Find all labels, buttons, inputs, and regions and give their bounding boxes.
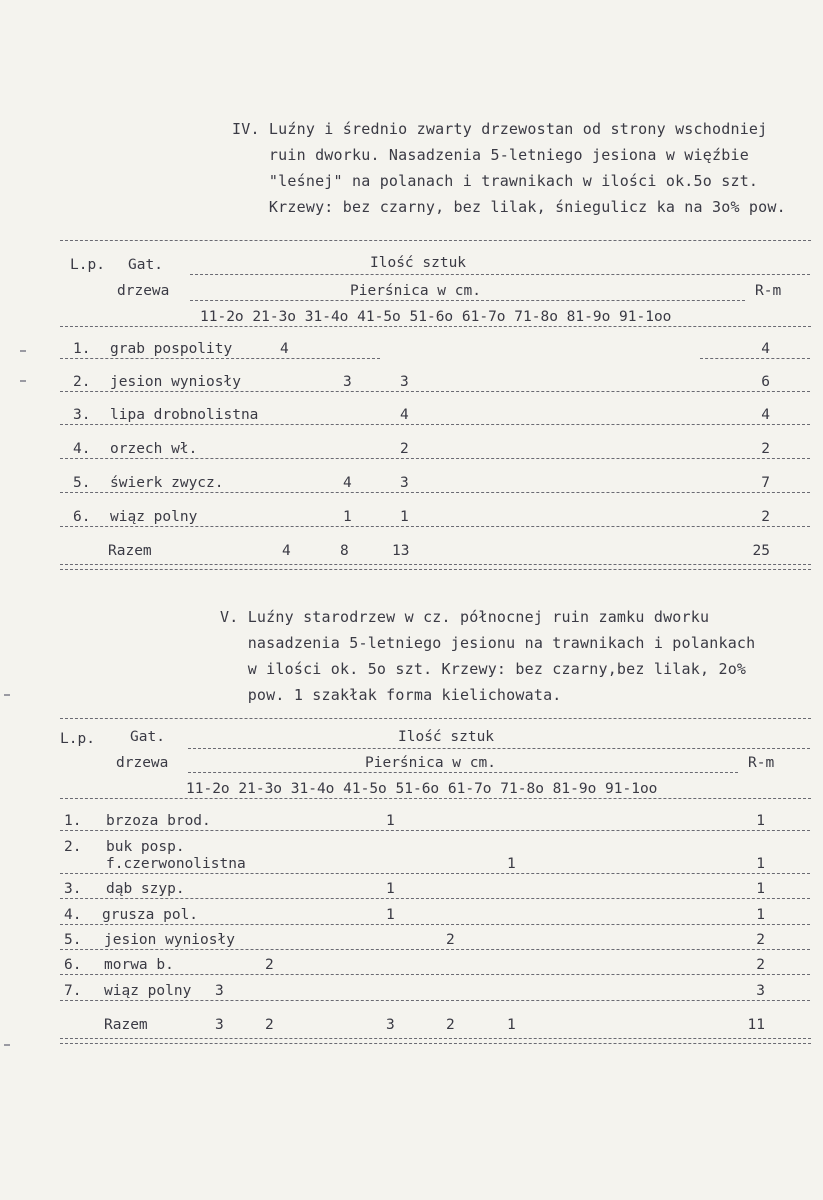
separator xyxy=(60,718,811,719)
double-rule xyxy=(60,564,811,570)
row-species: grab pospolity xyxy=(110,341,233,357)
header-drzewa: drzewa xyxy=(117,283,170,299)
margin-mark xyxy=(20,380,26,382)
row-lp: 1. xyxy=(73,341,91,357)
section-iv-line-1: IV. Luźny i średnio zwarty drzewostan od strony wschodniej xyxy=(232,120,768,138)
section-v-line-3: w ilości ok. 5o szt. Krzewy: bez czarny,bez lilak, 2o% xyxy=(220,660,747,678)
header-diameter-ranges: 11-2o 21-3o 31-4o 41-5o 51-6o 61-7o 71-8o 81-9o 91-1oo xyxy=(200,309,672,325)
section-v-line-1: V. Luźny starodrzew w cz. północnej ruin zamku dworku xyxy=(220,608,710,626)
sum-label: Razem xyxy=(108,543,152,559)
section-iv-line-3: "leśnej" na polanach i trawnikach w ilości ok.5o szt. xyxy=(232,172,759,190)
row-total: 4 xyxy=(761,341,770,357)
margin-mark xyxy=(4,694,10,696)
section-v-line-2: nasadzenia 5-letniego jesionu na trawnikach i polankach xyxy=(220,634,756,652)
margin-mark xyxy=(4,1044,10,1046)
header-rm: R-m xyxy=(755,283,782,299)
header-ilosc-sztuk: Ilość sztuk xyxy=(370,255,467,271)
section-iv-line-2: ruin dworku. Nasadzenia 5-letniego jesiona w więźbie xyxy=(232,146,749,164)
header-piersnica: Pierśnica w cm. xyxy=(350,283,481,299)
section-iv-line-4: Krzewy: bez czarny, bez lilak, śniegulicz ka na 3o% pow. xyxy=(232,198,786,216)
margin-mark xyxy=(20,350,26,352)
separator xyxy=(60,240,811,241)
header-lp: L.p. xyxy=(70,257,105,273)
header-gat: Gat. xyxy=(128,257,163,273)
document-page: IV. Luźny i średnio zwarty drzewostan od strony wschodniej ruin dworku. Nasadzenia 5-letniego jesiona w więźbie "leśnej" na polanach i trawnikach w ilości ok.5o szt. Krzewy: bez czarny, bez lilak, śniegulicz ka na 3o% pow. L.p. Gat. Ilość sztuk drzewa Pierśnica w cm. R-m 11-2o 21-3o 31-4o 41-5o 51-6o 61-7o 71-8o 81-9o 91-1oo 1. grab pospolity 4 4 2. jesion wyniosły 3 3 6 3. lipa drobnolistna 4 4 4. orzech wł. 2 2 5. świerk zwycz. 4 3 7 6. wiąz polny 1 1 2 Razem 4 8 13 25 V. Luźny starodrzew w cz. północnej ruin zamku dworku nasadzenia 5-letniego jesionu na trawnikach i polankach w ilości ok. 5o szt. Krzewy: bez czarny,bez lilak, 2o% pow. 1 szakłak forma kielichowata. L.p. Gat. Ilość sztuk drzewa Pierśnica w cm. R-m 11-2o 21-3o 31-4o 41-5o 51-6o 61-7o 71-8o 81-9o 91-1oo 1. brzoza brod. 1 1 2. buk posp. f.czerwonolistna 1 1 3. dąb szyp. 1 1 4. grusza pol. 1 1 5. jesion wyniosły 2 2 6. morwa b. 2 2 7. wiąz polny 3 3 Razem 3 2 3 2 1 11 xyxy=(0,0,823,1200)
sum-total: 25 xyxy=(752,543,770,559)
double-rule xyxy=(60,1038,811,1044)
section-v-line-4: pow. 1 szakłak forma kielichowata. xyxy=(220,686,562,704)
